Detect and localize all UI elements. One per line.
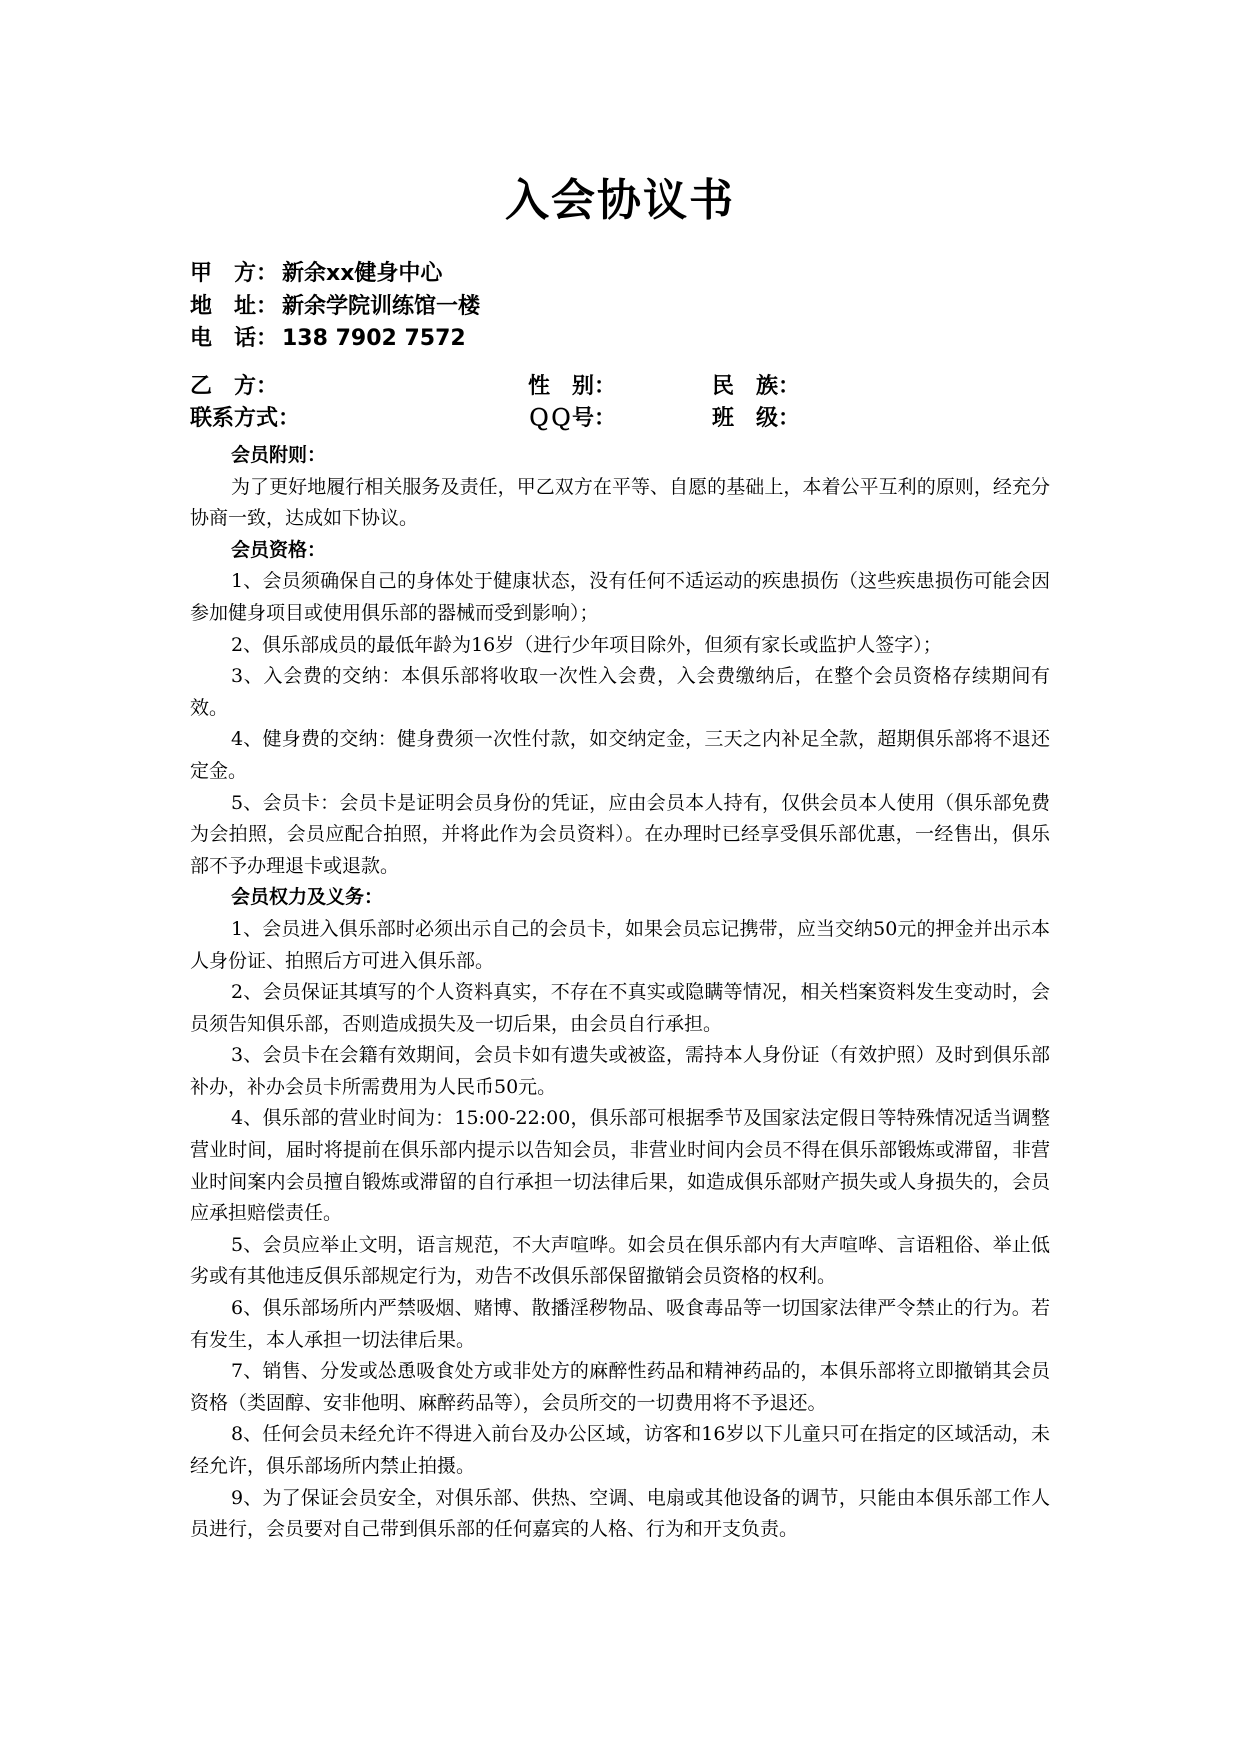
agreement-body <box>190 440 1050 1546</box>
qualification-heading: 会员资格： <box>231 538 327 561</box>
qualification-item: 2、俱乐部成员的最低年龄为16岁（进行少年项目除外，但须有家长或监护人签字）； <box>231 633 942 656</box>
rights-item: 5、会员应举止文明，语言规范，不大声喧哗。如会员在俱乐部内有大声喧哗、言语粗俗、举止低劣或有其他违反俱乐部规定行为，劝告不改俱乐部保留撤销会员资格的权利。 <box>190 1233 1050 1288</box>
contact-label: 联系方式： <box>190 406 301 431</box>
rights-item: 1、会员进入俱乐部时必须出示自己的会员卡，如果会员忘记携带，应当交纳50元的押金并出示本人身份证、拍照后方可进入俱乐部。 <box>190 917 1050 972</box>
party-a-address: 新余学院训练馆一楼 <box>282 294 481 319</box>
rights-item: 9、为了保证会员安全，对俱乐部、供热、空调、电扇或其他设备的调节，只能由本俱乐部工作人员进行，会员要对自己带到俱乐部的任何嘉宾的人格、行为和开支负责。 <box>190 1486 1050 1541</box>
address-label: 地 址： <box>190 294 279 319</box>
party-a-phone-line <box>190 321 466 352</box>
class-label: 班 级： <box>712 406 801 431</box>
party-b-label: 乙 方： <box>190 374 279 399</box>
qualification-item: 3、入会费的交纳：本俱乐部将收取一次性入会费，入会费缴纳后，在整个会员资格存续期间有效。 <box>190 665 1050 719</box>
party-a-name: 新余xx健身中心 <box>282 261 443 286</box>
qq-label: ＱＱ号： <box>528 406 617 431</box>
qualification-item: 4、健身费的交纳：健身费须一次性付款，如交纳定金，三天之内补足全款，超期俱乐部将不退还定金。 <box>190 728 1050 782</box>
rights-item: 4、俱乐部的营业时间为：15:00-22:00，俱乐部可根据季节及国家法定假日等特殊情况适当调整营业时间，届时将提前在俱乐部内提示以告知会员，非营业时间内会员不得在俱乐部锻炼或滞留，非营业时间案内会员擅自锻炼或滞留的自行承担一切法律后果，如造成俱乐部财产损失或人身损失的，会员应承担赔偿责任。 <box>190 1107 1050 1225</box>
rights-item: 8、任何会员未经允许不得进入前台及办公区域，访客和16岁以下儿童只可在指定的区域活动，未经允许，俱乐部场所内禁止拍摄。 <box>190 1423 1050 1477</box>
rights-item: 6、俱乐部场所内严禁吸烟、赌博、散播淫秽物品、吸食毒品等一切国家法律严令禁止的行为。若有发生，本人承担一切法律后果。 <box>190 1297 1050 1351</box>
rights-heading: 会员权力及义务： <box>231 886 384 909</box>
ethnicity-label: 民 族： <box>712 374 801 399</box>
party-a-label: 甲 方： <box>190 261 279 286</box>
general-text: 为了更好地履行相关服务及责任，甲乙双方在平等、自愿的基础上，本着公平互利的原则，经充分协商一致，达成如下协议。 <box>190 475 1050 530</box>
qualification-item: 1、会员须确保自己的身体处于健康状态，没有任何不适运动的疾患损伤（这些疾患损伤可能会因参加健身项目或使用俱乐部的器械而受到影响）； <box>190 570 1050 624</box>
qualification-item: 5、会员卡：会员卡是证明会员身份的凭证，应由会员本人持有，仅供会员本人使用（俱乐部免费为会拍照，会员应配合拍照，并将此作为会员资料）。在办理时已经享受俱乐部优惠，一经售出，俱乐部不予办理退卡或退款。 <box>190 791 1050 877</box>
rights-item: 7、销售、分发或怂恿吸食处方或非处方的麻醉性药品和精神药品的，本俱乐部将立即撤销其会员资格（类固醇、安非他明、麻醉药品等），会员所交的一切费用将不予退还。 <box>190 1360 1050 1414</box>
document-title: 入会协议书 <box>505 175 735 226</box>
party-a-name-line <box>190 256 442 287</box>
rights-item: 3、会员卡在会籍有效期间，会员卡如有遗失或被盗，需持本人身份证（有效护照）及时到俱乐部补办，补办会员卡所需费用为人民币50元。 <box>190 1044 1050 1098</box>
rights-item: 2、会员保证其填写的个人资料真实，不存在不真实或隐瞒等情况，相关档案资料发生变动时，会员须告知俱乐部，否则造成损失及一切后果，由会员自行承担。 <box>190 981 1050 1035</box>
phone-label: 电 话： <box>190 326 279 351</box>
party-a-phone: 138 7902 7572 <box>282 326 466 351</box>
gender-label: 性 别： <box>528 374 617 399</box>
general-heading: 会员附则： <box>231 444 327 466</box>
party-a-address-line <box>190 289 480 320</box>
